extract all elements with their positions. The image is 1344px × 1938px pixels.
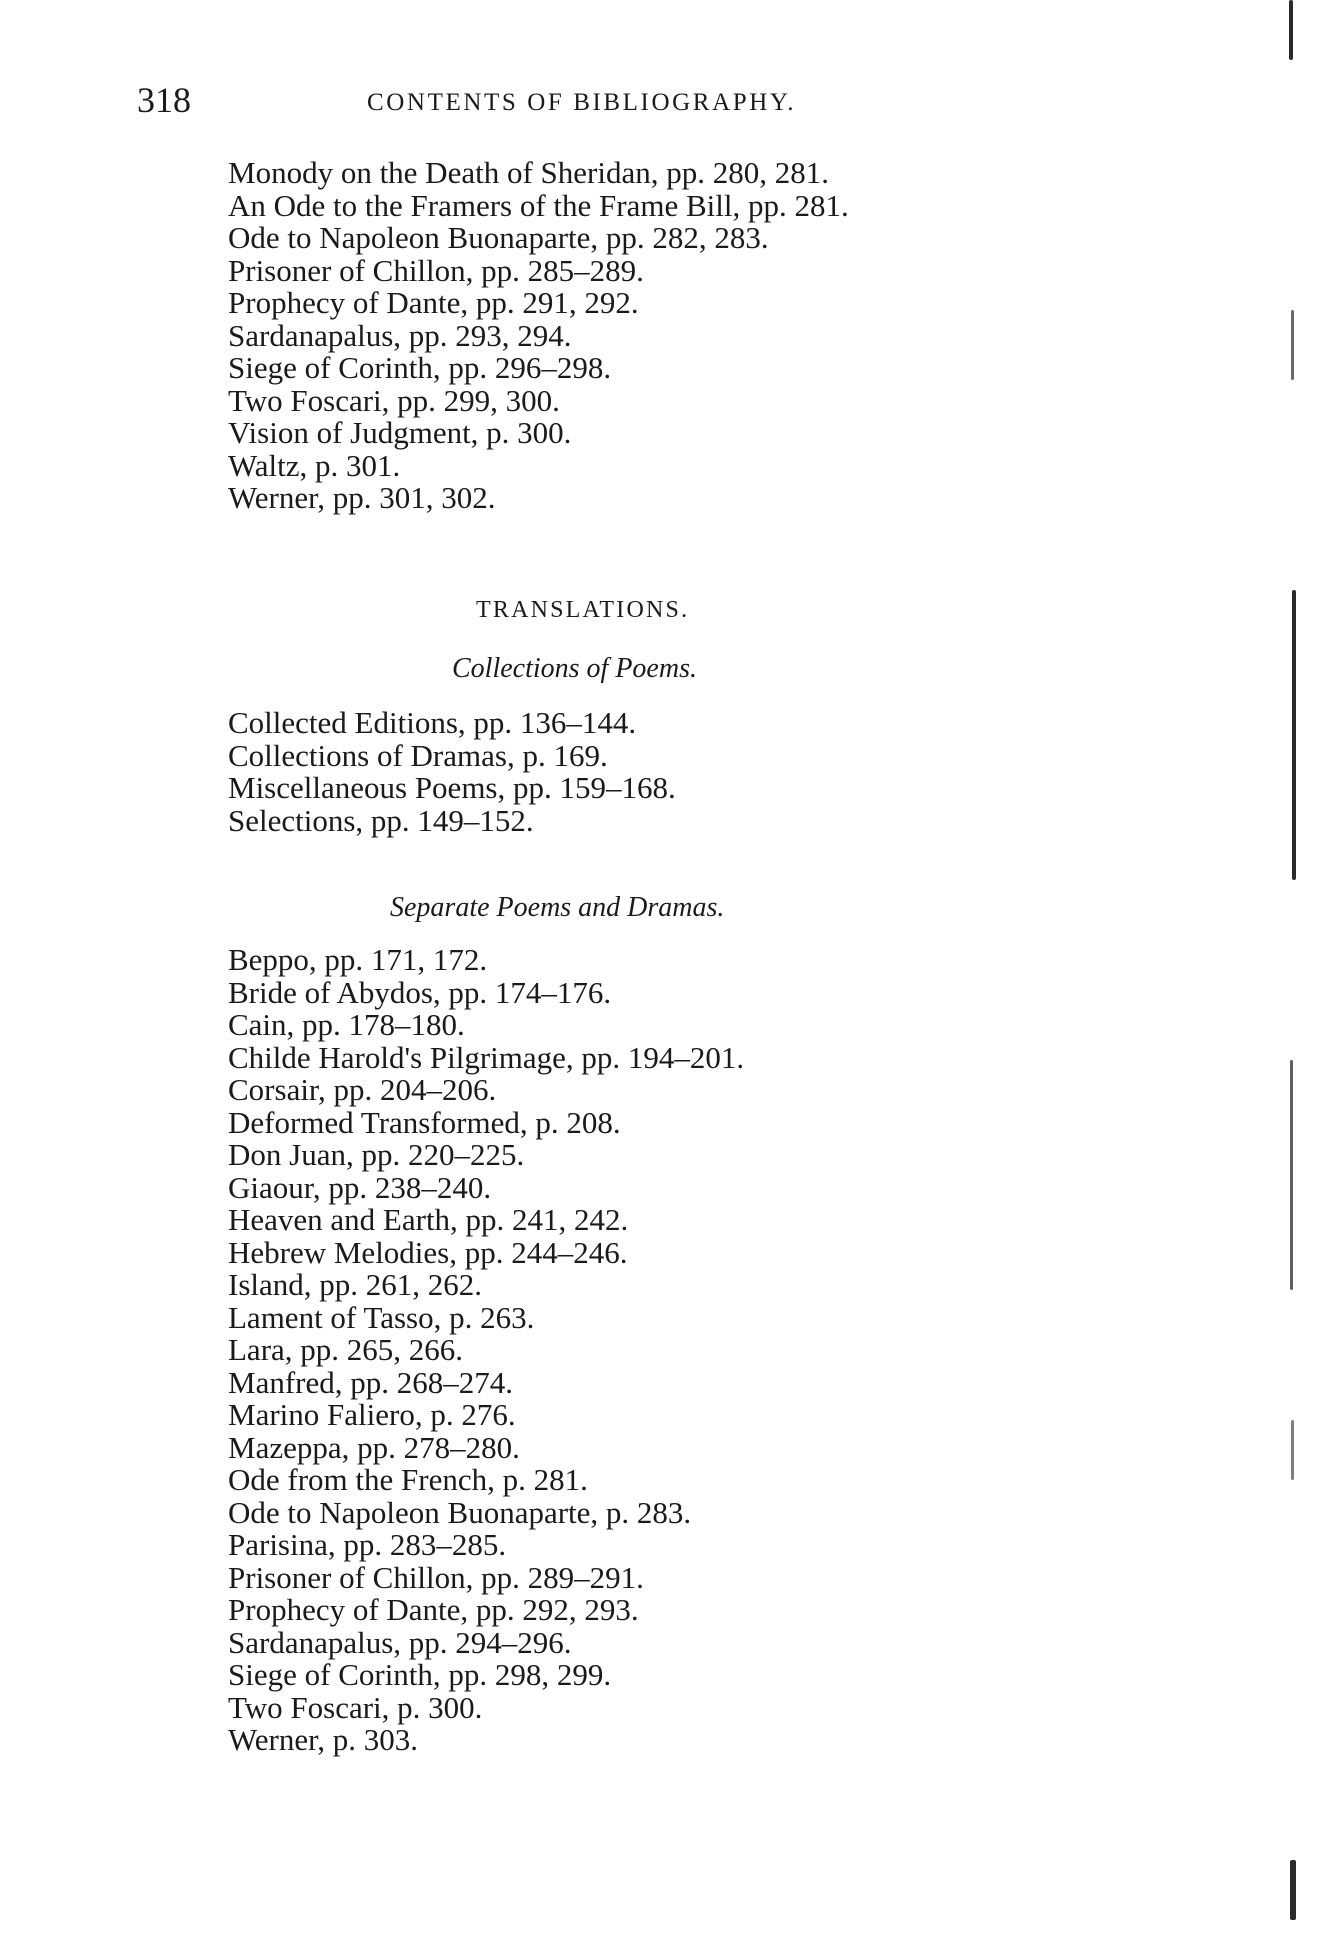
list-item: Beppo, pp. 171, 172. xyxy=(228,942,488,977)
collections-subheading: Collections of Poems. xyxy=(452,653,697,684)
scan-edge-mark xyxy=(1291,310,1294,380)
separate-poems-subheading: Separate Poems and Dramas. xyxy=(390,892,725,923)
list-item: Two Foscari, pp. 299, 300. xyxy=(228,382,560,418)
list-item: Siege of Corinth, pp. 296–298. xyxy=(228,350,612,385)
list-item: Prophecy of Dante, pp. 292, 293. xyxy=(228,1592,639,1627)
list-item: Waltz, p. 301. xyxy=(228,447,401,483)
scan-edge-mark xyxy=(1291,1420,1294,1480)
list-item: Vision of Judgment, p. 300. xyxy=(228,415,572,450)
list-item: Werner, pp. 301, 302. xyxy=(228,480,496,515)
collections-list xyxy=(228,707,676,837)
list-item: An Ode to the Framers of the Frame Bill, pp. 281. xyxy=(228,187,849,223)
list-item: Ode to Napoleon Buonaparte, pp. 282, 283. xyxy=(228,220,769,255)
list-item: Ode from the French, p. 281. xyxy=(228,1462,588,1497)
separate-poems-list xyxy=(228,944,744,1757)
scan-edge-mark xyxy=(1290,1060,1293,1290)
list-item: Selections, pp. 149–152. xyxy=(228,802,534,838)
list-item: Cain, pp. 178–180. xyxy=(228,1007,465,1042)
list-item: Heaven and Earth, pp. 241, 242. xyxy=(228,1202,629,1237)
list-item: Sardanapalus, pp. 294–296. xyxy=(228,1624,572,1660)
scan-edge-mark xyxy=(1292,590,1296,880)
list-item: Mazeppa, pp. 278–280. xyxy=(228,1429,520,1465)
list-item: Werner, p. 303. xyxy=(228,1722,418,1757)
translations-heading: TRANSLATIONS. xyxy=(476,597,690,623)
list-item: Lament of Tasso, p. 263. xyxy=(228,1299,535,1335)
list-item: Hebrew Melodies, pp. 244–246. xyxy=(228,1234,628,1270)
list-item: Ode to Napoleon Buonaparte, p. 283. xyxy=(228,1494,692,1530)
scan-edge-mark xyxy=(1289,0,1293,60)
list-item: Corsair, pp. 204–206. xyxy=(228,1072,497,1107)
running-head: CONTENTS OF BIBLIOGRAPHY. xyxy=(367,89,797,116)
list-item: Prophecy of Dante, pp. 291, 292. xyxy=(228,285,639,320)
list-item: Collections of Dramas, p. 169. xyxy=(228,737,608,773)
list-item: Don Juan, pp. 220–225. xyxy=(228,1137,525,1172)
list-item: Childe Harold's Pilgrimage, pp. 194–201. xyxy=(228,1039,745,1075)
list-item: Lara, pp. 265, 266. xyxy=(228,1332,464,1367)
list-item: Collected Editions, pp. 136–144. xyxy=(228,705,637,740)
list-item: Parisina, pp. 283–285. xyxy=(228,1527,507,1562)
list-item: Prisoner of Chillon, pp. 289–291. xyxy=(228,1559,644,1595)
list-item: Manfred, pp. 268–274. xyxy=(228,1364,513,1400)
list-item: Sardanapalus, pp. 293, 294. xyxy=(228,317,572,353)
continued-entries-list xyxy=(228,157,849,515)
list-item: Monody on the Death of Sheridan, pp. 280, 281. xyxy=(228,155,829,190)
list-item: Prisoner of Chillon, pp. 285–289. xyxy=(228,252,644,288)
scan-edge-mark xyxy=(1290,1860,1296,1920)
list-item: Island, pp. 261, 262. xyxy=(228,1267,483,1302)
list-item: Miscellaneous Poems, pp. 159–168. xyxy=(228,770,676,805)
list-item: Siege of Corinth, pp. 298, 299. xyxy=(228,1657,612,1692)
list-item: Two Foscari, p. 300. xyxy=(228,1689,483,1725)
page-number: 318 xyxy=(137,80,191,120)
list-item: Giaour, pp. 238–240. xyxy=(228,1169,492,1205)
list-item: Deformed Transformed, p. 208. xyxy=(228,1104,621,1140)
list-item: Marino Faliero, p. 276. xyxy=(228,1397,516,1432)
list-item: Bride of Abydos, pp. 174–176. xyxy=(228,974,612,1010)
